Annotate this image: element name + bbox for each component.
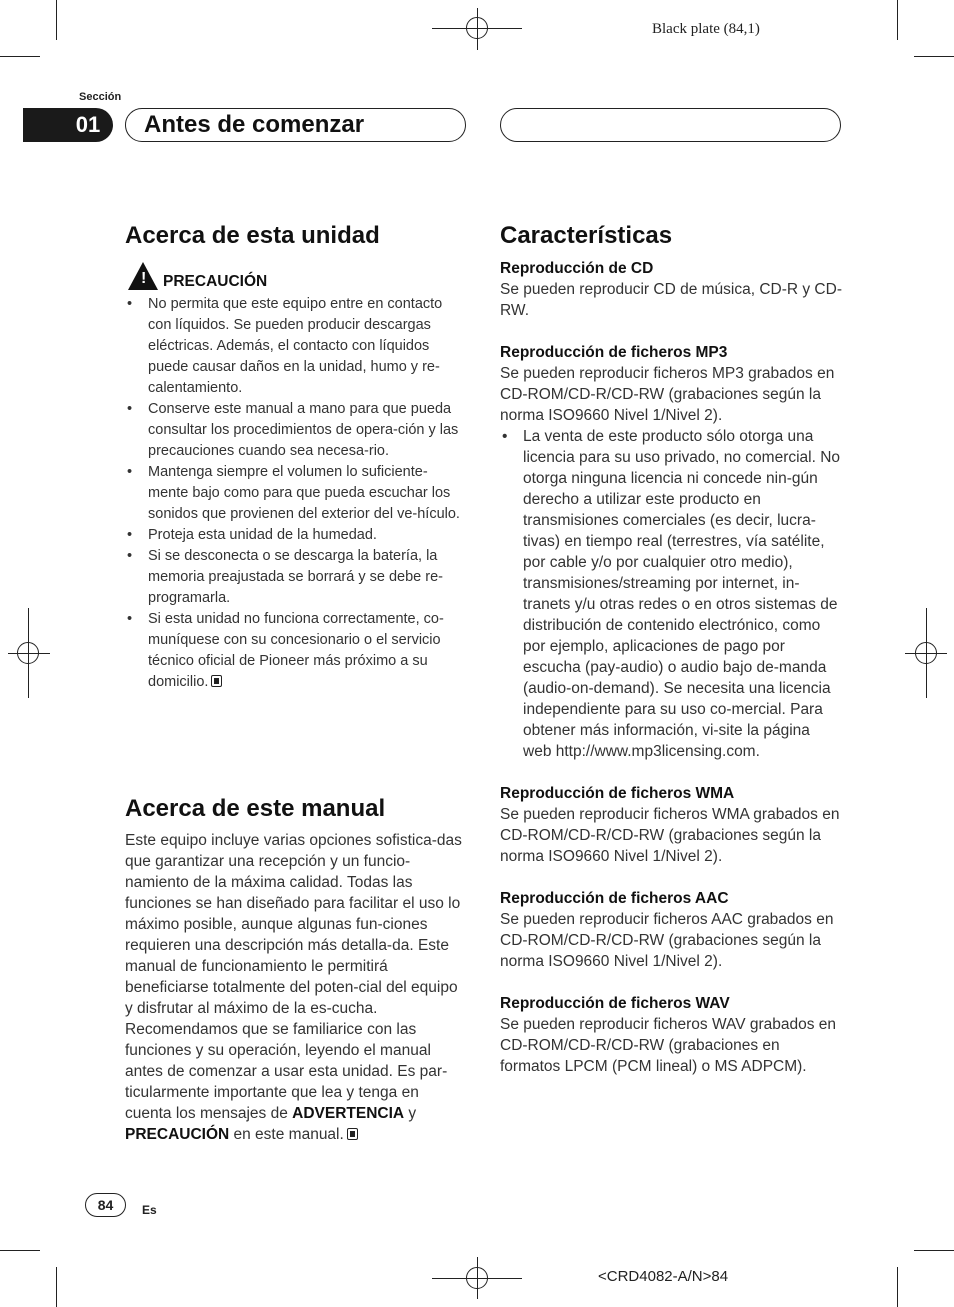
end-mark-icon xyxy=(211,675,222,687)
aac-title: Reproducción de ficheros AAC xyxy=(500,890,729,907)
features-heading: Características xyxy=(500,222,673,249)
end-mark-icon xyxy=(347,1128,358,1140)
cd-text: Se pueden reproducir CD de música, CD-R y CD-RW. xyxy=(500,281,842,319)
about-manual-heading: Acerca de este manual xyxy=(125,795,386,822)
caution-item: • Conserve este manual a mano para que pueda consultar los procedimientos de opera-ción y las precauciones cuando sea necesa-rio. xyxy=(125,399,467,462)
caution-item: • Si se desconecta o se descarga la batería, la memoria preajustada se borrará y se debe re-programarla. xyxy=(125,546,467,609)
caution-item: • Proteja esta unidad de la humedad. xyxy=(125,525,467,546)
aac-text: Se pueden reproducir ficheros AAC grabados en CD-ROM/CD-R/CD-RW (grabaciones según la norma ISO9660 Nivel 1/Nivel 2). xyxy=(500,911,834,970)
mp3-notes xyxy=(500,426,842,762)
about-manual-para-2 xyxy=(125,1019,467,1145)
caution-item: • No permita que este equipo entre en contacto con líquidos. Se pueden producir descargas eléctricas. Además, el contacto con líquidos puede causar daños en la unidad, humo y re-calentamiento. xyxy=(125,294,467,399)
caution-item-text: Si esta unidad no funciona correctamente, co-muníquese con su concesionario o el servicio técnico oficial de Pioneer más próximo a su domicilio. xyxy=(148,611,444,690)
warning-keyword: ADVERTENCIA xyxy=(292,1105,405,1122)
document-code: <CRD4082-A/N>84 xyxy=(598,1268,729,1285)
language-code: Es xyxy=(142,1203,157,1217)
about-manual-body xyxy=(125,830,467,1145)
caution-heading: PRECAUCIÓN xyxy=(163,273,268,290)
section-title: Antes de comenzar xyxy=(144,111,365,138)
page-number: 84 xyxy=(85,1193,126,1217)
mp3-text: Se pueden reproducir ficheros MP3 grabados en CD-ROM/CD-R/CD-RW (grabaciones según la norma ISO9660 Nivel 1/Nivel 2). xyxy=(500,365,835,424)
plate-label: Black plate (84,1) xyxy=(652,21,760,37)
mp3-note: • La venta de este producto sólo otorga una licencia para su uso privado, no comercial. No otorga ninguna licencia ni concede nin-gún derecho a utilizar este producto en transmisiones comerciales (es decir, lucra-tivas) en tiempo real (terrestres, vía satélite, por cable y/o por cualquier otro medio), transmisiones/streaming por internet, in-tranets y/u otras redes o en otros sistemas de distribución de contenido electrónico, como por ejemplo, aplicaciones de pago por escucha (pay-audio) o audio bajo de-manda (audio-on-demand). Se necesita una licencia independiente para su uso co-mercial. Para obtener más información, vi-site la página web http://www.mp3licensing.com. xyxy=(500,426,842,762)
caution-keyword: PRECAUCIÓN xyxy=(125,1126,230,1143)
section-title-tab xyxy=(125,108,466,142)
para2-text-a: Recomendamos que se familiarice con las funciones y su operación, leyendo el manual antes de comenzar a usar esta unidad. Es par-ticularmente importante que lea y tenga en cuenta los mensajes de xyxy=(125,1021,448,1122)
caution-item: • Mantenga siempre el volumen lo suficiente-mente bajo como para que pueda escuchar los sonidos que provienen del exterior del ve-hículo. xyxy=(125,462,467,525)
warning-triangle-icon: ! xyxy=(128,262,158,290)
section-label: Sección xyxy=(79,91,122,103)
wma-text: Se pueden reproducir ficheros WMA grabados en CD-ROM/CD-R/CD-RW (grabaciones según la norma ISO9660 Nivel 1/Nivel 2). xyxy=(500,806,840,865)
features-body xyxy=(500,258,842,1077)
section-number: 01 xyxy=(75,112,101,137)
section-number-badge xyxy=(23,108,113,142)
caution-list xyxy=(125,294,467,693)
caution-item-last xyxy=(125,609,467,693)
mp3-title: Reproducción de ficheros MP3 xyxy=(500,344,728,361)
wav-text: Se pueden reproducir ficheros WAV grabados en CD-ROM/CD-R/CD-RW (grabaciones en formatos LPCM (PCM lineal) o MS ADPCM). xyxy=(500,1016,837,1075)
para2-text-b: y xyxy=(404,1105,417,1122)
about-unit-heading: Acerca de esta unidad xyxy=(125,222,380,249)
para2-text-c: en este manual. xyxy=(229,1126,344,1143)
cd-title: Reproducción de CD xyxy=(500,260,654,277)
wma-title: Reproducción de ficheros WMA xyxy=(500,785,735,802)
empty-header-tab xyxy=(500,108,841,142)
wav-title: Reproducción de ficheros WAV xyxy=(500,995,730,1012)
about-manual-para-1: Este equipo incluye varias opciones sofistica-das que garantizar una recepción y un funcio-namiento de la máxima calidad. Todas las funciones se han diseñado para facilitar el uso lo máximo posible, aunque algunas fun-ciones requieren una descripción más detalla-da. Este manual de funcionamiento le permitirá beneficiarse totalmente del poten-cial del equipo y disfrutar al máximo de la es-cucha. xyxy=(125,832,462,1017)
